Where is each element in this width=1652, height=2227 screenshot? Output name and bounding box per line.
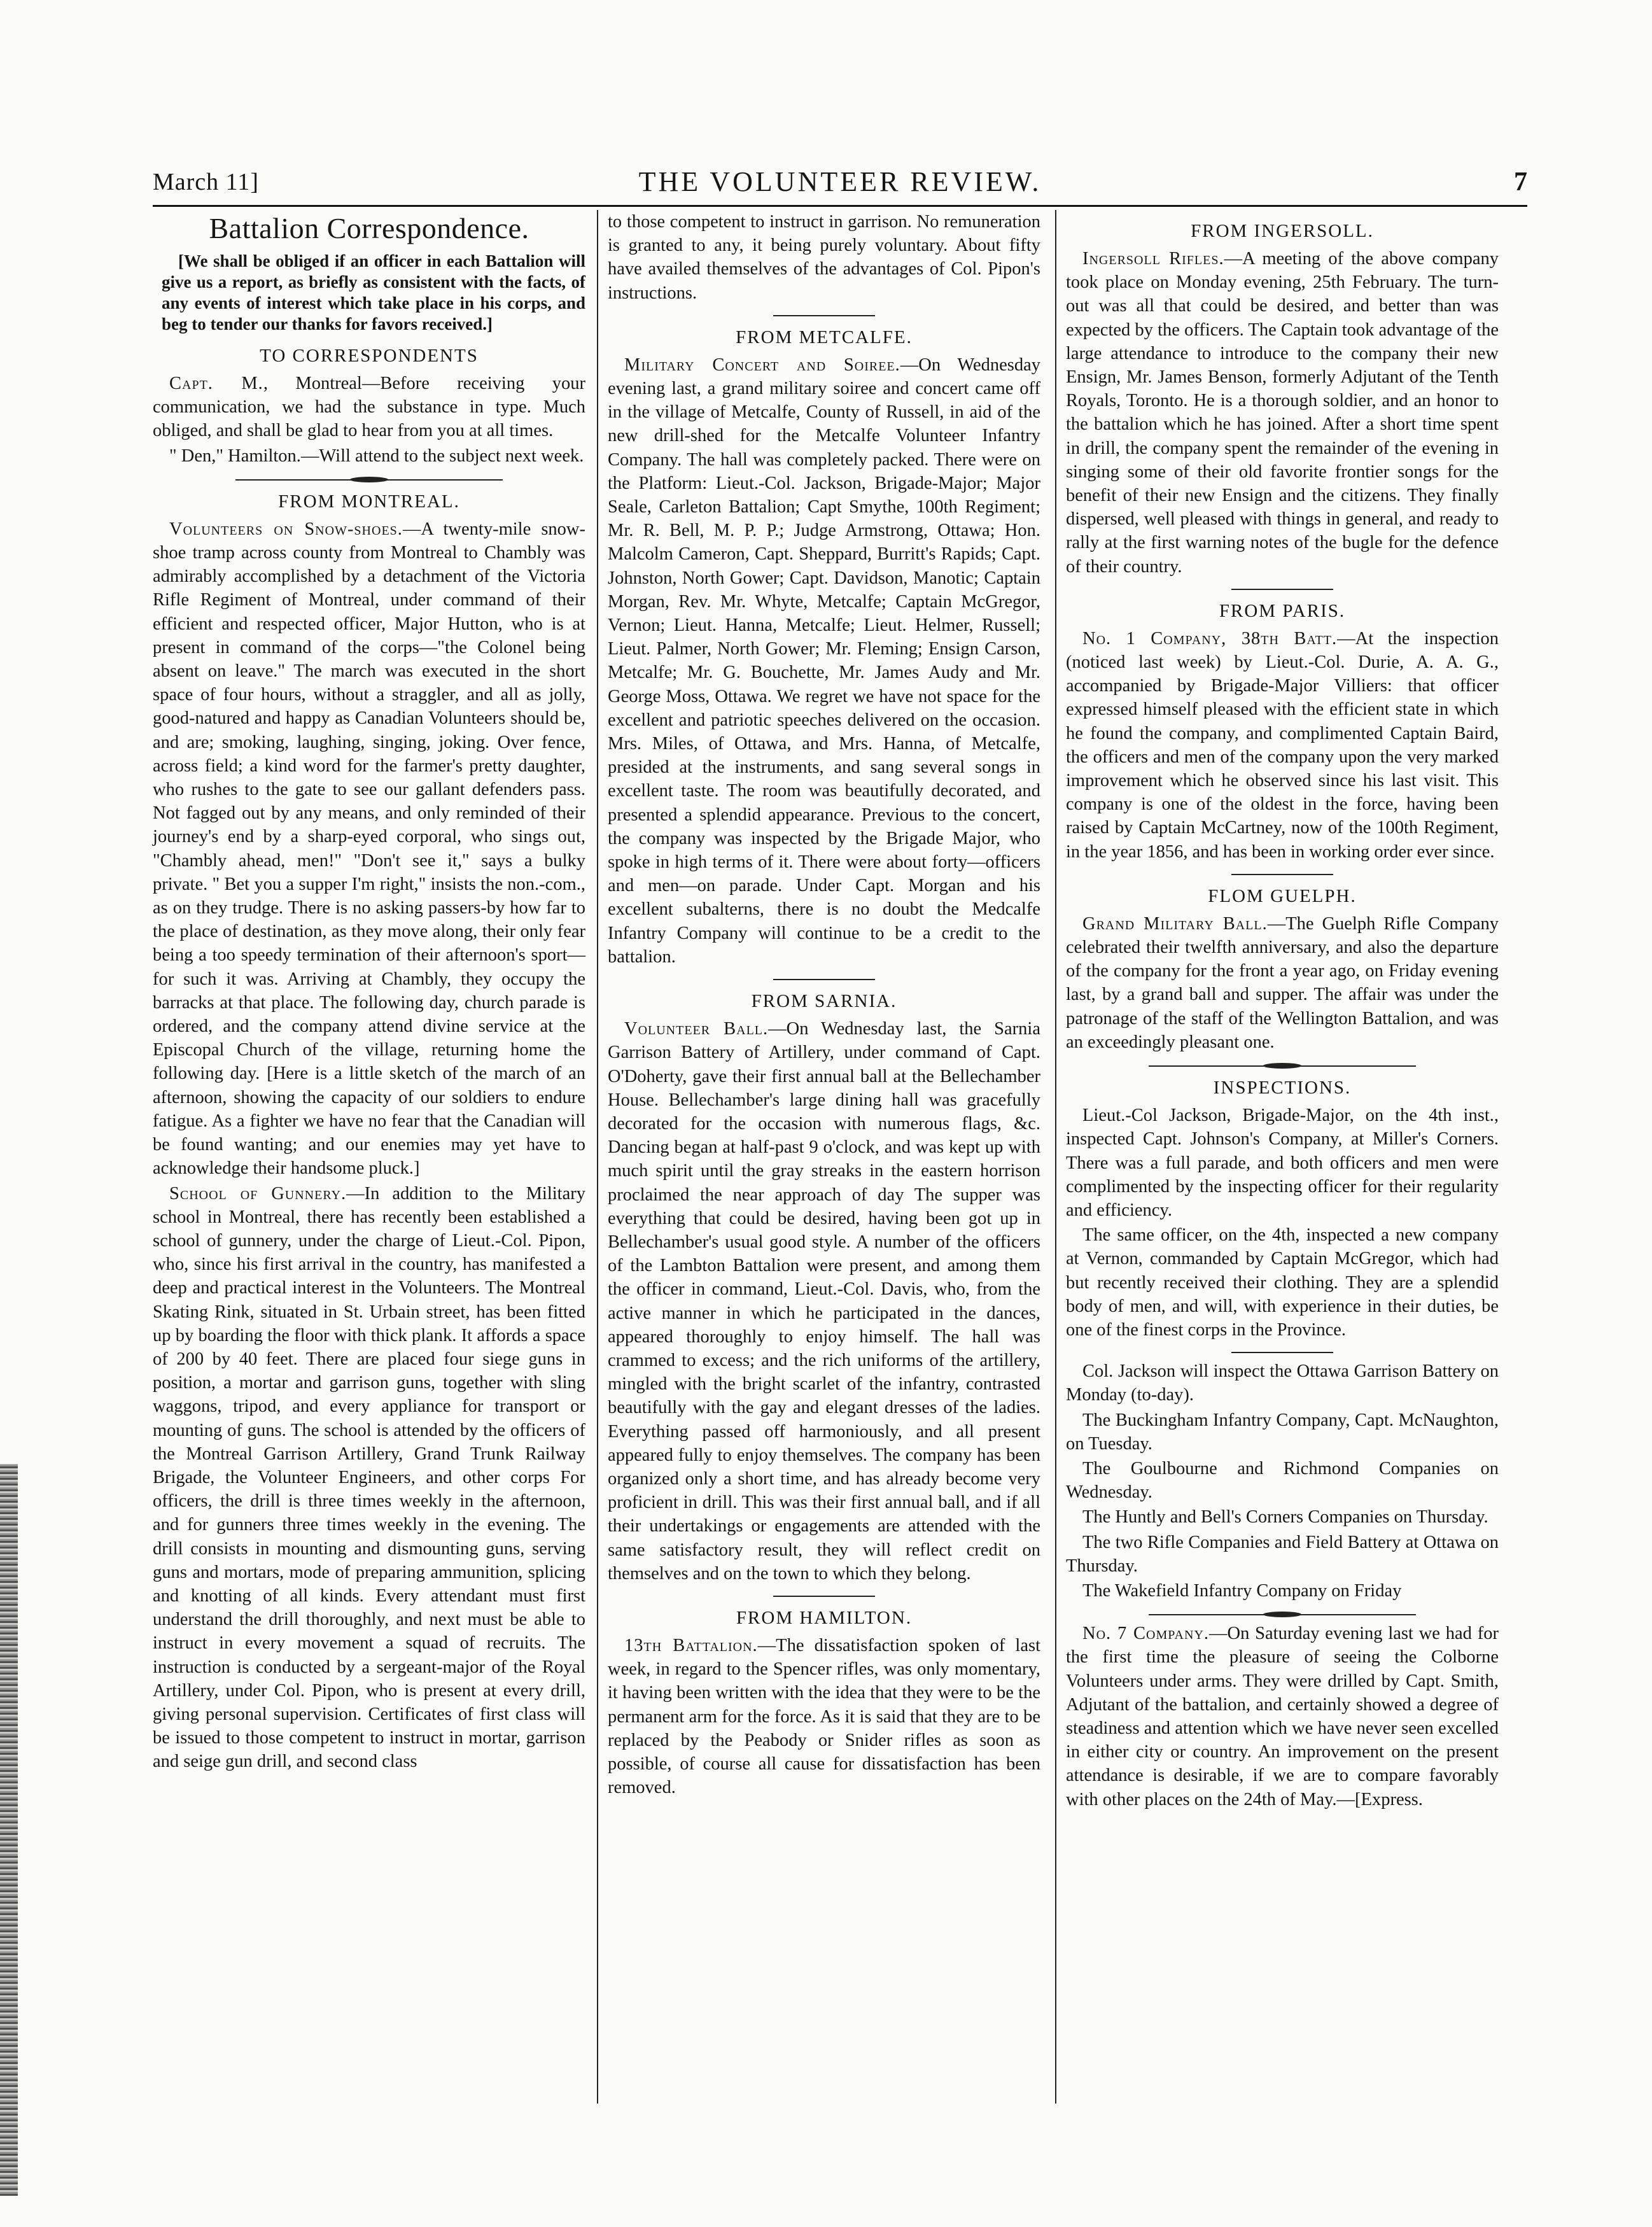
editorial-note: [We shall be obliged if an officer in each Battalion will give us a report, as briefly as consistent with the facts, of any events of interest which take place in his corps, and beg to tender our thanks for favors received.]	[162, 251, 585, 334]
article-paragraph: 13th Battalion.—The dissatisfaction spoken of last week, in regard to the Spencer rifles, was only momentary, it having been written with the idea that they were to be the permanent arm for the force. As it is said that they are to be replaced by the Peabody or Snider rifles as soon as possible, of course all cause for dissatisfaction has been removed.	[608, 1635, 1041, 1798]
schedule-item: The Goulbourne and Richmond Companies on Wednesday.	[1066, 1458, 1499, 1503]
schedule-item: The Huntly and Bell's Corners Companies on Thursday.	[1082, 1507, 1488, 1528]
ornamental-rule	[1149, 1614, 1416, 1615]
page-header	[153, 167, 1527, 197]
article-paragraph: Volunteer Ball.—On Wednesday last, the Sarnia Garrison Battery of Artillery, under command of Capt. O'Doherty, gave their first annual ball at the Bellechamber House. Bellechamber's large dining hall was gracefully decorated for the occasion with numerous flags, &c. Dancing began at half-past 9 o'clock, and was kept up with much spirit until the gray streaks in the eastern horrison proclaimed the near approach of day The supper was everything that could be desired, having been got up in Bellechamber's usual good style. A number of the officers of the Lambton Battalion were present, and among them the officer in command, Lieut.-Col. Davis, who, from the active manner in which he participated in the dances, appeared thoroughly to enjoy himself. The hall was crammed to excess; and the rich uniforms of the artillery, mingled with the bright scarlet of the infantry, contrasted beautifully with the gay and elegant dresses of the ladies. Everything passed off harmoniously, and all present appeared fully to enjoy themselves. The company has been organized only a short time, and has already become very proficient in drill. This was their first annual ball, and if all their undertakings or engagements are attended with the same satisfactory result, they will reflect credit on themselves and on the town to which they belong.	[608, 1019, 1040, 1584]
schedule-item: The Buckingham Infantry Company, Capt. McNaughton, on Tuesday.	[1066, 1410, 1499, 1454]
section-rule	[1231, 874, 1333, 875]
section-rule	[773, 1596, 875, 1597]
article-paragraph: Grand Military Ball.—The Guelph Rifle Company celebrated their twelfth anniversary, and also the departure of the company for the front a year ago, on Friday evening last, by a grand ball and supper. The affair was under the patronage of the staff of the Wellington Battalion, and was an exceedingly pleasant one.	[1066, 913, 1499, 1052]
section-rule	[773, 979, 875, 980]
article-paragraph: " Den," Hamilton.—Will attend to the subject next week.	[169, 446, 584, 466]
section-title: Battalion Correspondence.	[209, 212, 529, 244]
header-rule	[153, 205, 1527, 207]
article-heading: FLOM GUELPH.	[1208, 885, 1357, 906]
column-divider	[1055, 210, 1056, 2104]
article-heading: INSPECTIONS.	[1213, 1078, 1352, 1099]
article-heading: FROM SARNIA.	[751, 991, 897, 1012]
article-paragraph: to those competent to instruct in garrison. No remuneration is granted to any, it being purely voluntary. About fifty have availed themselves of the advantages of Col. Pipon's instructions.	[608, 212, 1040, 303]
section-rule	[1231, 1352, 1333, 1353]
page-binding-edge	[0, 1464, 18, 2196]
correspondents-heading: TO CORRESPONDENTS	[260, 346, 479, 366]
section-rule	[1231, 589, 1333, 590]
column-divider	[597, 210, 598, 2104]
column-3	[1066, 210, 1499, 1813]
article-heading: FROM PARIS.	[1219, 600, 1346, 621]
publication-title: THE VOLUNTEER REVIEW.	[638, 166, 1042, 197]
ornamental-rule	[235, 479, 503, 481]
article-heading: FROM HAMILTON.	[736, 1607, 913, 1628]
article-paragraph: Lieut.-Col Jackson, Brigade-Major, on the 4th inst., inspected Capt. Johnson's Company, at Miller's Corners. There was a full parade, and both officers and men were complimented by the inspecting officer for their regularity and efficiency.	[1066, 1106, 1499, 1220]
ornamental-rule	[1149, 1065, 1416, 1067]
column-2	[608, 210, 1040, 1801]
section-rule	[773, 315, 875, 316]
article-paragraph: Capt. M., Montreal—Before receiving your communication, we had the substance in type. Much obliged, and shall be glad to hear from you at all times.	[153, 374, 585, 441]
article-heading: FROM MONTREAL.	[278, 491, 460, 512]
article-paragraph: Ingersoll Rifles.—A meeting of the above company took place on Monday evening, 25th February. The turn-out was all that could be desired, and better than was expected by the officers. The Captain took advantage of the large attendance to introduce to the company their new Ensign, Mr. James Benson, formerly Adjutant of the Tenth Royals, Toronto. He is a thorough soldier, and an honor to the battalion which he has joined. After a short time spent in drill, the company spent the remainder of the evening in singing some of their old favorite frontier songs for the benefit of their new Ensign and the citizens. They finally dispersed, well pleased with things in general, and ready to rally at the first warning notes of the bugle for the defence of their country.	[1066, 249, 1499, 577]
article-paragraph: Volunteers on Snow-shoes.—A twenty-mile snow-shoe tramp across county from Montreal to Chambly was admirably accomplished by a detachment of the Victoria Rifle Regiment of Montreal, under command of their efficient and respected officer, Major Hutton, who is at present in command of the corps—"the Colonel being absent on leave." The march was executed in the short space of four hours, without a straggler, and all as jolly, good-natured and happy as Canadian Volunteers should be, and are; smoking, laughing, singing, joking. Over fence, across field; a kind word for the farmer's pretty daughter, who rushes to the gate to see our gallant defenders pass. Not fagged out by any means, and only reminded of their journey's end by a sharp-eyed corporal, who sings out, "Chambly ahead, men!" "Don't see it," says a bulky private. " Bet you a supper I'm right," insists the non.-com., as on they trudge. There is no asking passers-by how far to the place of destination, as they move along, their only fear being a too speedy termination of their afternoon's sport—for such it was. Arriving at Chambly, they occupy the barracks at that place. The following day, church parade is ordered, and the company attend divine service at the Episcopal Church of the village, returning home the following day. [Here is a little sketch of the march of an afternoon, showing the capacity of our soldiers to endure fatigue. As a fighter we have no fear that the Canadian will be found wanting; and our enemies may yet have to acknowledge their handsome pluck.]	[153, 519, 585, 1179]
column-1	[153, 210, 585, 1775]
article-paragraph: Military Concert and Soiree.—On Wednesday evening last, a grand military soiree and concert came off in the village of Metcalfe, County of Russell, in aid of the new drill-shed for the Metcalfe Volunteer Infantry Company. The hall was completely packed. There were on the Platform: Lieut.-Col. Jackson, Brigade-Major; Major Seale, Carleton Battalion; Capt Smythe, 100th Regiment; Mr. R. Bell, M. P. P.; Judge Armstrong, Ottawa; Hon. Malcolm Cameron, Capt. Sheppard, Burritt's Rapids; Capt. Johnston, North Gower; Capt. Davidson, Manotic; Captain Morgan, Rev. Mr. Whyte, Metcalfe; Captain McGregor, Vernon; Lieut. Hanna, Metcalfe; Lieut. Helmer, Russell; Lieut. Palmer, North Gower; Mr. Fleming; Ensign Carson, Metcalfe; Mr. G. Bouchette, Mr. James Audy and Mr. George Moss, Ottawa. We regret we have not space for the excellent and patriotic speeches delivered on the occasion. Mrs. Miles, of Ottawa, and Mrs. Hanna, of Metcalfe, presided at the instruments, and sang several songs in excellent taste. The room was beautifully decorated, and presented a splendid appearance. Previous to the concert, the company was inspected by the Brigade Major, who spoke in high terms of it. There were about forty—officers and men—on parade. Under Capt. Morgan and his excellent subalterns, there is no doubt the Medcalfe Infantry Company will continue to be a credit to the battalion.	[608, 355, 1040, 967]
schedule-item: The Wakefield Infantry Company on Friday	[1082, 1580, 1402, 1601]
schedule-item: The two Rifle Companies and Field Battery at Ottawa on Thursday.	[1066, 1532, 1499, 1576]
article-paragraph: School of Gunnery.—In addition to the Military school in Montreal, there has recently been established a school of gunnery, under the charge of Lieut.-Col. Pipon, who, since his first arrival in the country, has manifested a deep and practical interest in the Volunteers. The Montreal Skating Rink, situated in St. Urbain street, has been fitted up by boarding the floor with thick plank. It affords a space of 200 by 40 feet. There are placed four siege guns in position, a mortar and garrison guns, together with sling waggons, tripod, and every appliance for transport or mounting of guns. The school is attended by the officers of the Montreal Garrison Artillery, Grand Trunk Railway Brigade, the Volunteer Engineers, and other corps For officers, the drill is three times weekly in the afternoon, and for gunners three times weekly in the evening. The drill consists in mounting and dismounting guns, serving guns and mortars, mode of preparing ammunition, splicing and knotting of all kinds. Every attendant must first understand the drill thoroughly, and next must be able to instruct in every movement a squad of recruits. The instruction is conducted by a sergeant-major of the Royal Artillery, under Col. Pipon, who is present at every drill, giving personal supervision. Certificates of first class will be issued to those competent to instruct in mortar, garrison and seige gun drill, and second class	[153, 1183, 585, 1772]
article-paragraph: No. 7 Company.—On Saturday evening last we had for the first time the pleasure of seeing the Colborne Volunteers under arms. They were drilled by Capt. Smith, Adjutant of the battalion, and certainly showed a degree of steadiness and attention which we have never seen excelled in either city or country. An improvement on the present attendance is desirable, if we are to compare favorably with other places on the 24th of May.—[Express.	[1066, 1624, 1499, 1809]
issue-date: March 11]	[153, 169, 259, 195]
article-paragraph: No. 1 Company, 38th Batt.—At the inspection (noticed last week) by Lieut.-Col. Durie, A. A. G., accompanied by Brigade-Major Villiers: that officer expressed himself pleased with the efficient state in which he found the company, and complimented Captain Baird, the officers and men of the company upon the very marked improvement which he observed since his last visit. This company is one of the oldest in the force, having been raised by Captain McCartney, now of the 100th Regiment, in the year 1856, and has been in working order ever since.	[1066, 628, 1499, 862]
article-heading: FROM METCALFE.	[736, 327, 913, 348]
article-heading: FROM INGERSOLL.	[1191, 221, 1374, 241]
page-number: 7	[1514, 167, 1527, 197]
schedule-item: Col. Jackson will inspect the Ottawa Garrison Battery on Monday (to-day).	[1066, 1361, 1499, 1405]
article-paragraph: The same officer, on the 4th, inspected a new company at Vernon, commanded by Captain McGregor, which had but recently received their clothing. They are a splendid body of men, and will, with experience in their duties, be one of the finest corps in the Province.	[1066, 1225, 1499, 1340]
